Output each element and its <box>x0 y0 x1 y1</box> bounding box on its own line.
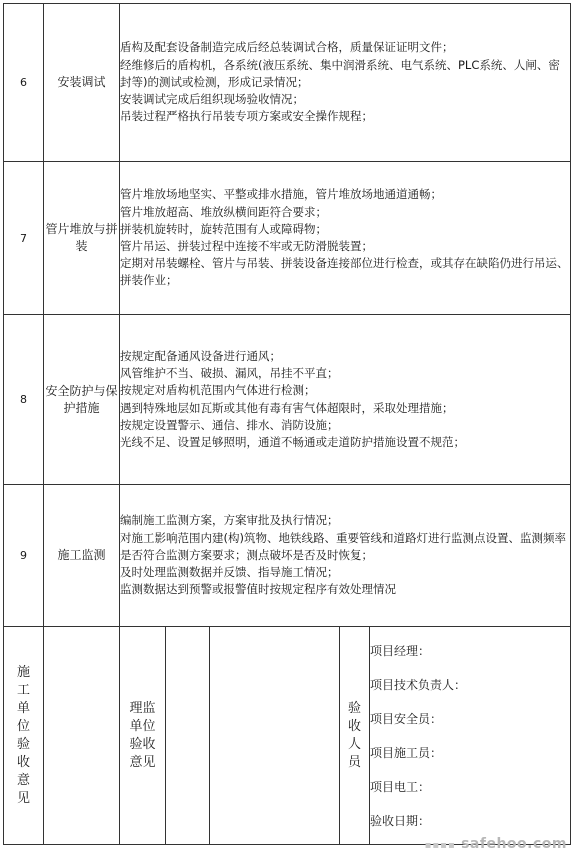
signature-row <box>4 627 571 845</box>
content-line: 经维修后的盾构机，各系统(液压系统、集中润滑系统、电气系统、PLC系统、人闸、密封等)的测试或检测，形成记录情况； <box>120 57 560 89</box>
watermark-dots: ▪▪▪▪ <box>424 840 456 851</box>
signature-list <box>370 627 571 845</box>
signature-technical-lead: 项目技术负责人： <box>370 677 467 692</box>
check-content <box>120 315 571 485</box>
content-line: 管片堆放场地坚实、平整或排水措施，管片堆放场地通道通畅； <box>120 187 442 202</box>
content-line: 监测数据达到预警或报警值时按规定程序有效处理情况 <box>120 582 396 597</box>
content-line: 拼装机旋转时，旋转范围有人或障碍物； <box>120 221 327 236</box>
content-line: 按规定配备通风设备进行通风； <box>120 348 281 363</box>
construction-opinion-label <box>4 627 44 845</box>
content-line: 定期对吊装螺栓、管片与吊装、拼装设备连接部位进行检查，或其存在缺陷仍进行吊运、拼装作业； <box>120 256 569 288</box>
content-line: 光线不足、设置足够照明，通道不畅通或走道防护措施设置不规范； <box>120 434 465 449</box>
inspector-label <box>340 627 370 845</box>
check-content <box>120 4 571 162</box>
supervision-opinion-cell[interactable] <box>166 627 210 845</box>
row-number: 7 <box>4 162 44 315</box>
table-row <box>4 315 571 485</box>
check-content <box>120 485 571 627</box>
watermark-text: safehoo.com <box>461 836 567 852</box>
row-number: 8 <box>4 315 44 485</box>
acceptance-table <box>3 3 571 845</box>
check-item: 安全防护与保护措施 <box>44 315 120 485</box>
content-line: 风管维护不当、破损、漏风，吊挂不平直； <box>120 366 339 381</box>
vertical-label: 理监单位验收意见 <box>129 700 156 770</box>
content-line: 编制施工监测方案，方案审批及执行情况； <box>120 513 339 528</box>
construction-opinion-cell[interactable] <box>44 627 120 845</box>
check-item: 管片堆放与拼装 <box>44 162 120 315</box>
content-line: 安装调试完成后组织现场验收情况； <box>120 92 304 107</box>
signature-electrician: 项目电工： <box>370 779 431 794</box>
table-row <box>4 485 571 627</box>
signature-date: 验收日期： <box>370 813 431 828</box>
content-line: 及时处理监测数据并反馈、指导施工情况； <box>120 565 339 580</box>
check-item: 施工监测 <box>44 485 120 627</box>
content-line: 对施工影响范围内建(构)筑物、地铁线路、重要管线和道路灯进行监测点设置、监测频率是否符合监测方案要求；测点破坏是否及时恢复； <box>120 530 566 562</box>
signature-construction-officer: 项目施工员： <box>370 745 443 760</box>
content-line: 遇到特殊地层如瓦斯或其他有毒有害气体超限时，采取处理措施； <box>120 400 454 415</box>
content-line: 吊装过程严格执行吊装专项方案或安全操作规程； <box>120 109 373 124</box>
content-line: 盾构及配套设备制造完成后经总装调试合格，质量保证证明文件； <box>120 40 454 55</box>
check-item: 安装调试 <box>44 4 120 162</box>
content-line: 按规定设置警示、通信、排水、消防设施； <box>120 417 339 432</box>
supervision-opinion-label <box>120 627 166 845</box>
row-number: 9 <box>4 485 44 627</box>
content-line: 按规定对盾构机范围内气体进行检测； <box>120 383 316 398</box>
table-row <box>4 4 571 162</box>
signature-safety-officer: 项目安全员： <box>370 711 443 726</box>
content-line: 管片堆放超高、堆放纵横间距符合要求； <box>120 204 327 219</box>
vertical-label: 验收人员 <box>347 700 361 770</box>
content-line: 管片吊运、拼装过程中连接不牢或无防滑脱装置； <box>120 239 373 253</box>
watermark-logo <box>425 836 567 852</box>
row-number: 6 <box>4 4 44 162</box>
check-content <box>120 162 571 315</box>
blank-cell[interactable] <box>210 627 340 845</box>
vertical-label: 施工单位验收意见 <box>16 664 30 806</box>
table-row <box>4 162 571 315</box>
signature-project-manager: 项目经理： <box>370 643 431 658</box>
